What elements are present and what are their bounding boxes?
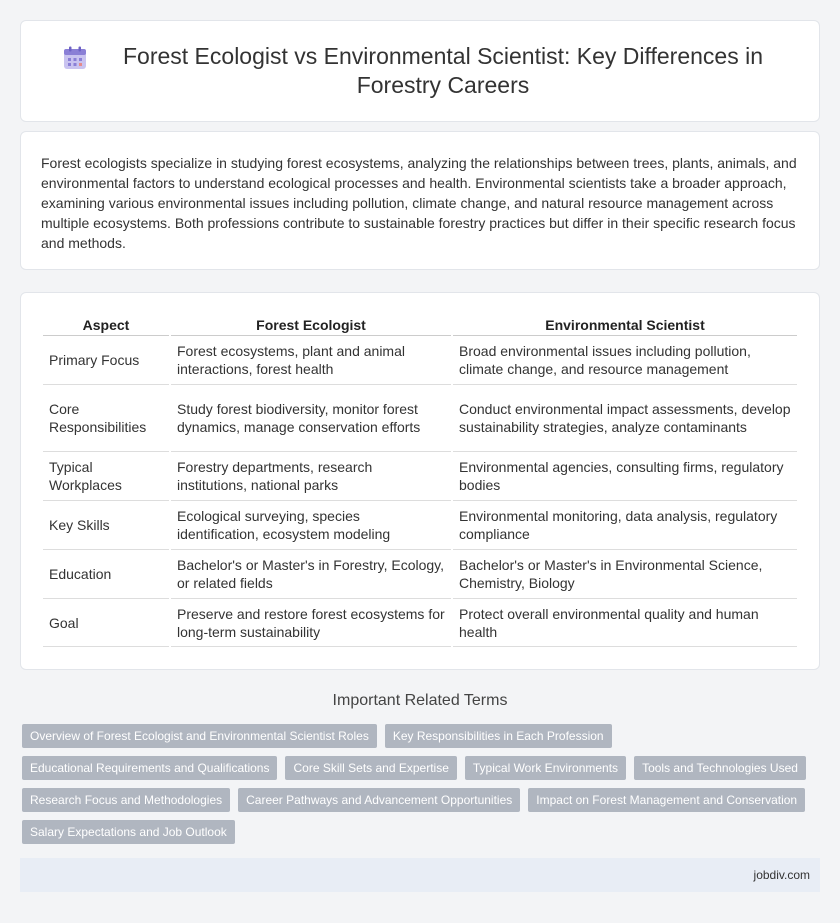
footer-site-link[interactable]: jobdiv.com <box>753 868 810 882</box>
related-term-tag[interactable]: Core Skill Sets and Expertise <box>285 756 456 780</box>
row-aspect: Core Responsibilities <box>43 385 169 452</box>
related-term-tag[interactable]: Career Pathways and Advancement Opportunities <box>238 788 520 812</box>
footer <box>20 858 820 892</box>
related-term-tag[interactable]: Impact on Forest Management and Conservation <box>528 788 805 812</box>
row-forest-ecologist: Forest ecosystems, plant and animal interactions, forest health <box>171 336 451 385</box>
row-environmental-scientist: Broad environmental issues including pollution, climate change, and resource management <box>453 336 797 385</box>
related-term-tag[interactable]: Typical Work Environments <box>465 756 626 780</box>
related-terms-list <box>22 724 822 852</box>
related-term-tag[interactable]: Salary Expectations and Job Outlook <box>22 820 235 844</box>
row-environmental-scientist: Protect overall environmental quality and human health <box>453 599 797 647</box>
table-row <box>43 452 797 501</box>
intro-paragraph: Forest ecologists specialize in studying forest ecosystems, analyzing the relationships between trees, plants, animals, and environmental factors to understand ecological processes and health. Environmental scientists take a broader approach, examining various environmental issues including pollution, climate change, and natural resource management across multiple ecosystems. Both professions contribute to sustainable forestry practices but differ in their specific research focus and methods. <box>41 155 797 251</box>
row-forest-ecologist: Forestry departments, research institutions, national parks <box>171 452 451 501</box>
table-row <box>43 550 797 599</box>
table-header-row <box>43 313 797 336</box>
related-terms-title: Important Related Terms <box>332 692 508 709</box>
row-forest-ecologist: Preserve and restore forest ecosystems for long-term sustainability <box>171 599 451 647</box>
table-row <box>43 336 797 385</box>
row-environmental-scientist: Bachelor's or Master's in Environmental Science, Chemistry, Biology <box>453 550 797 599</box>
row-environmental-scientist: Environmental monitoring, data analysis, regulatory compliance <box>453 501 797 550</box>
row-forest-ecologist: Ecological surveying, species identification, ecosystem modeling <box>171 501 451 550</box>
related-term-tag[interactable]: Educational Requirements and Qualifications <box>22 756 277 780</box>
title-card <box>20 20 820 122</box>
row-forest-ecologist: Study forest biodiversity, monitor forest dynamics, manage conservation efforts <box>171 385 451 452</box>
row-aspect: Typical Workplaces <box>43 452 169 501</box>
page-title: Forest Ecologist vs Environmental Scientist: Key Differences in Forestry Careers <box>122 43 763 98</box>
comparison-table <box>41 313 799 647</box>
related-term-tag[interactable]: Overview of Forest Ecologist and Environmental Scientist Roles <box>22 724 377 748</box>
row-forest-ecologist: Bachelor's or Master's in Forestry, Ecology, or related fields <box>171 550 451 599</box>
row-aspect: Education <box>43 550 169 599</box>
comparison-table-card <box>20 292 820 670</box>
table-row <box>43 385 797 452</box>
related-term-tag[interactable]: Research Focus and Methodologies <box>22 788 230 812</box>
related-term-tag[interactable]: Key Responsibilities in Each Profession <box>385 724 612 748</box>
table-row <box>43 501 797 550</box>
calendar-icon <box>62 45 88 71</box>
related-term-tag[interactable]: Tools and Technologies Used <box>634 756 806 780</box>
table-row <box>43 599 797 647</box>
header-forest-ecologist: Forest Ecologist <box>171 313 451 336</box>
row-environmental-scientist: Conduct environmental impact assessments, develop sustainability strategies, analyze contaminants <box>453 385 797 452</box>
row-aspect: Primary Focus <box>43 336 169 385</box>
row-aspect: Goal <box>43 599 169 647</box>
header-environmental-scientist: Environmental Scientist <box>453 313 797 336</box>
intro-card <box>20 131 820 270</box>
row-environmental-scientist: Environmental agencies, consulting firms, regulatory bodies <box>453 452 797 501</box>
header-aspect: Aspect <box>43 313 169 336</box>
row-aspect: Key Skills <box>43 501 169 550</box>
